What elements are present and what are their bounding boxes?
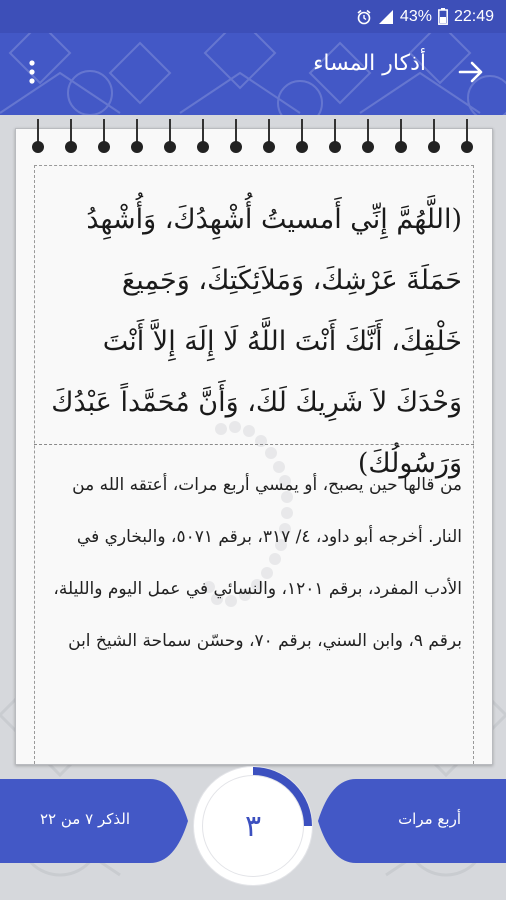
alarm-icon: [356, 9, 372, 25]
arabesque-pattern: [0, 33, 506, 115]
battery-percent: 43%: [399, 7, 432, 25]
binder-ring: [362, 119, 374, 155]
clock: 22:49: [453, 7, 494, 25]
dhikr-position-label: الذكر ٧ من ٢٢: [40, 810, 130, 828]
counter-value: ٣: [244, 808, 262, 844]
binder-ring: [395, 119, 407, 155]
binder-ring: [32, 119, 44, 155]
binder-ring: [461, 119, 473, 155]
arrow-right-icon: [456, 57, 486, 87]
binder-ring: [263, 119, 275, 155]
position-tab: [0, 773, 190, 869]
overflow-menu-button[interactable]: [22, 57, 42, 87]
binder-ring: [131, 119, 143, 155]
binder-ring: [197, 119, 209, 155]
status-bar: [0, 0, 506, 33]
binder-ring: [164, 119, 176, 155]
counter-button[interactable]: [190, 763, 316, 889]
repeat-tab: [316, 773, 506, 869]
app-bar: [0, 33, 506, 115]
signal-icon: [378, 9, 394, 25]
dhikr-card: [15, 128, 493, 765]
dhikr-reference: من قالها حين يصبح، أو يمسي أربع مرات، أعتقه الله من النار. أخرجه أبو داود، ٤/ ٣١٧، برقم ٥٠٧١، والبخاري في الأدب المفرد، برقم ١٢٠١، والنسائي في عمل اليوم والليلة، برقم ٩، وابن السني، برقم ٧٠، وحسّن سماحة الشيخ ابن: [53, 475, 462, 651]
back-button[interactable]: [456, 57, 486, 87]
bottom-controls: [0, 763, 506, 900]
battery-icon: [438, 8, 448, 25]
binder-ring: [230, 119, 242, 155]
dhikr-text: (اللَّهُمَّ إِنِّي أَمسيتُ أُشْهِدُكَ، وَأُشْهِدُ حَمَلَةَ عَرْشِكَ، وَمَلاَئِكَتِكَ، وَجَمِيعَ خَلْقِكَ، أَنَّكَ أَنْتَ اللَّهُ لَا إِلَهَ إِلاَّ أَنْتَ وَحْدَكَ لاَ شَرِيكَ لَكَ، وَأَنَّ مُحَمَّداً عَبْدُكَ وَرَسُولُكَ): [51, 204, 462, 479]
more-vert-icon: [22, 57, 42, 87]
repeat-count-label: أربع مرات: [398, 810, 461, 828]
page-title: أذكار المساء: [313, 51, 426, 76]
binder-ring: [296, 119, 308, 155]
binder-ring: [428, 119, 440, 155]
binder-ring: [98, 119, 110, 155]
binder-ring: [65, 119, 77, 155]
divider: [34, 444, 474, 445]
binder-ring: [329, 119, 341, 155]
